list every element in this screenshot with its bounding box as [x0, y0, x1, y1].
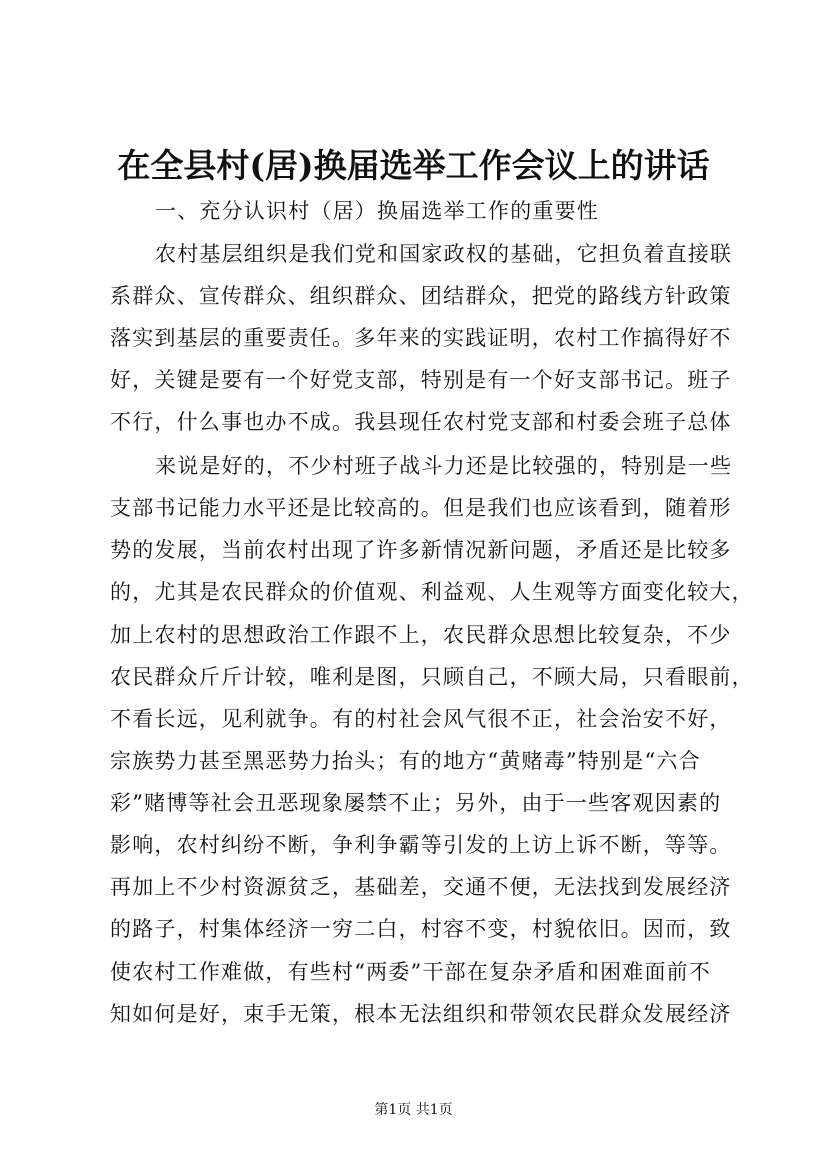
paragraph-line: 知如何是好，束手无策，根本无法组织和带领农民群众发展经济	[110, 1002, 732, 1026]
paragraph-line: 好，关键是要有一个好党支部，特别是有一个好支部书记。班子	[110, 368, 732, 392]
paragraph-line: 系群众、宣传群众、组织群众、团结群众，把党的路线方针政策	[110, 284, 732, 308]
paragraph-line: 的路子，村集体经济一穷二白，村容不变，村貌依旧。因而，致	[110, 917, 732, 941]
paragraph-line: 的，尤其是农民群众的价值观、利益观、人生观等方面变化较大，	[110, 580, 754, 604]
paragraph-line: 农民群众斤斤计较，唯利是图，只顾自己，不顾大局，只看眼前，	[110, 665, 754, 689]
paragraph-line: 不看长远，见利就争。有的村社会风气很不正，社会治安不好，	[110, 707, 732, 731]
paragraph-line: 不行，什么事也办不成。我县现任农村党支部和村委会班子总体	[110, 410, 732, 434]
paragraph-line: 宗族势力甚至黑恶势力抬头；有的地方“黄赌毒”特别是“六合	[110, 749, 701, 773]
page-footer: 第1页 共1页	[374, 1102, 453, 1118]
document-title: 在全县村(居)换届选举工作会议上的讲话	[117, 146, 710, 185]
paragraph-line: 农村基层组织是我们党和国家政权的基础，它担负着直接联	[155, 242, 733, 266]
paragraph-line: 影响，农村纠纷不断，争利争霸等引发的上访上诉不断，等等。	[110, 833, 732, 857]
paragraph-line: 势的发展，当前农村出现了许多新情况新问题，矛盾还是比较多	[110, 538, 732, 562]
paragraph-line: 支部书记能力水平还是比较高的。但是我们也应该看到，随着形	[110, 496, 732, 520]
paragraph-line: 来说是好的，不少村班子战斗力还是比较强的，特别是一些	[155, 454, 733, 478]
paragraph-line: 再加上不少村资源贫乏，基础差，交通不便，无法找到发展经济	[110, 875, 732, 899]
paragraph-line: 彩”赌博等社会丑恶现象屡禁不止；另外，由于一些客观因素的	[110, 791, 722, 815]
paragraph-line: 落实到基层的重要责任。多年来的实践证明，农村工作搞得好不	[110, 326, 732, 350]
paragraph-line: 加上农村的思想政治工作跟不上，农民群众思想比较复杂，不少	[110, 623, 732, 647]
paragraph-line: 使农村工作难做，有些村“两委”干部在复杂矛盾和困难面前不	[110, 960, 712, 984]
section-heading: 一、充分认识村（居）换届选举工作的重要性	[155, 199, 599, 223]
